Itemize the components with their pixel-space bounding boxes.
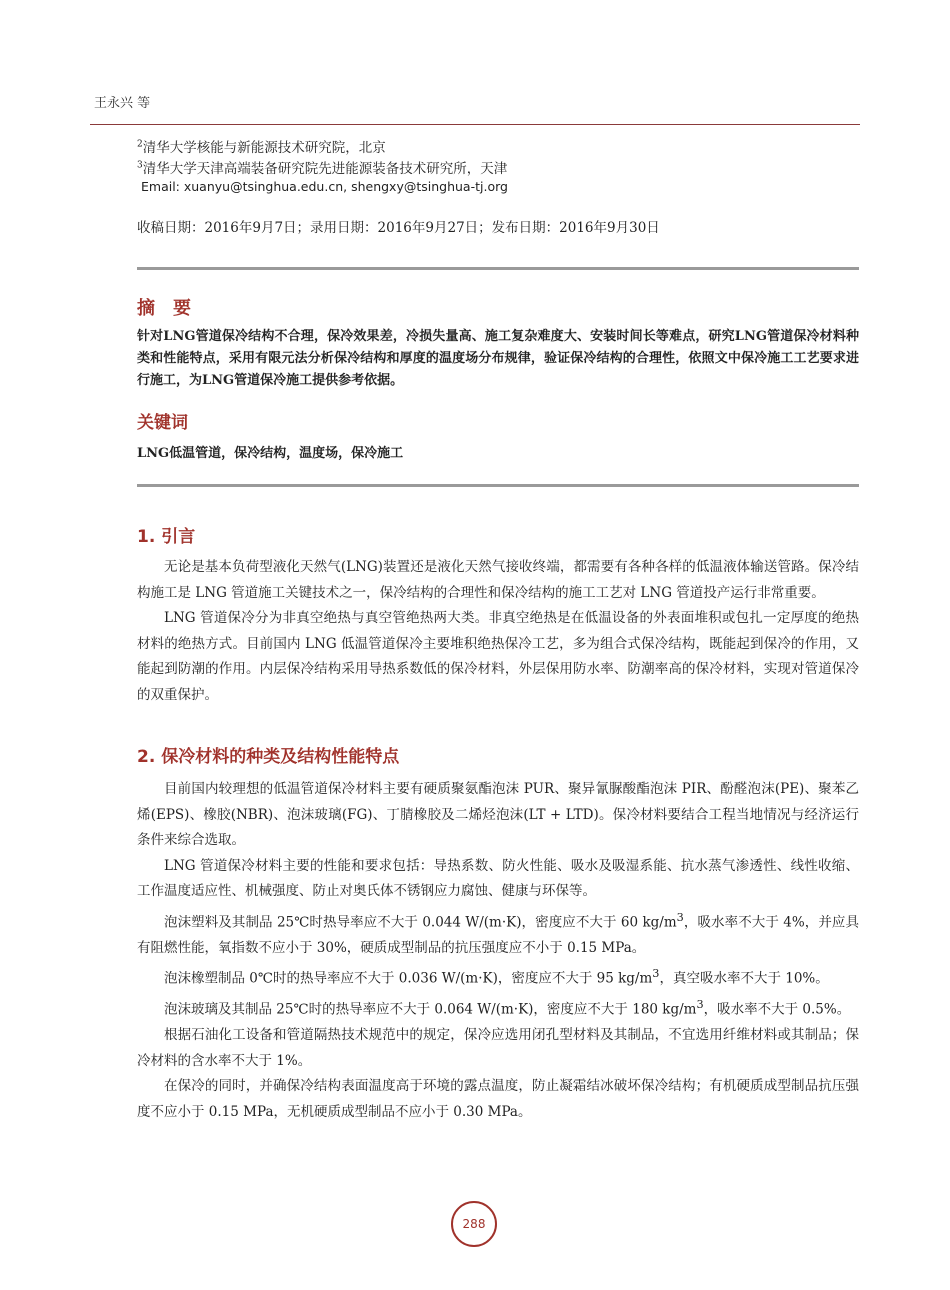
section-1-paragraph: 无论是基本负荷型液化天然气(LNG)装置还是液化天然气接收终端，都需要有各种各样的低温液体输送管路。保冷结构施工是 LNG 管道施工关键技术之一，保冷结构的合理性和保冷结构的施工工艺对 LNG 管道投产运行非常重要。	[137, 559, 859, 601]
publication-dates: 收稿日期：2016年9月7日；录用日期：2016年9月27日；发布日期：2016年9月30日	[137, 220, 660, 236]
section-1-paragraph: LNG 管道保冷分为非真空绝热与真空管绝热两大类。非真空绝热是在低温设备的外表面堆积或包扎一定厚度的绝热材料的绝热方式。目前国内 LNG 低温管道保冷主要堆积绝热保冷工艺，多为组合式保冷结构，既能起到保冷的作用，又能起到防潮的作用。内层保冷结构采用导热系数低的保冷材料，外层保用防水率、防潮率高的保冷材料，实现对管道保冷的双重保护。	[137, 610, 859, 703]
section-2-paragraph: 泡沫橡塑制品 0℃时的热导率应不大于 0.036 W/(m·K)，密度应不大于 95 $kg/m^3$，真空吸水率不大于 10%。	[164, 967, 829, 987]
abstract-text: 针对LNG管道保冷结构不合理，保冷效果差，冷损失量高、施工复杂难度大、安装时间长等难点，研究LNG管道保冷材料种类和性能特点，采用有限元法分析保冷结构和厚度的温度场分布规律，验证保冷结构的合理性，依照文中保冷施工工艺要求进行施工，为LNG管道保冷施工提供参考依据。	[137, 329, 859, 388]
affiliation-3: $^3$清华大学天津高端装备研究院先进能源装备技术研究所，天津	[137, 160, 508, 177]
keywords-heading: 关键词	[137, 413, 188, 433]
keywords-text: LNG低温管道，保冷结构，温度场，保冷施工	[137, 446, 404, 461]
section-2-paragraph: 泡沫玻璃及其制品 25℃时的热导率应不大于 0.064 W/(m·K)，密度应不大于 180 $kg/m^3$，吸水率不大于 0.5%。	[164, 998, 851, 1018]
section-2-paragraph: 根据石油化工设备和管道隔热技术规范中的规定，保冷应选用闭孔型材料及其制品，不宜选用纤维材料或其制品；保冷材料的含水率不大于 1%。	[137, 1027, 859, 1069]
abstract-top-rule	[137, 267, 859, 270]
section-2-paragraph: LNG 管道保冷材料主要的性能和要求包括：导热系数、防火性能、吸水及吸湿系能、抗水蒸气渗透性、线性收缩、工作温度适应性、机械强度、防止对奥氏体不锈钢应力腐蚀、健康与环保等。	[137, 857, 859, 899]
header-rule	[90, 124, 860, 125]
section-1-heading: 1. 引言	[137, 527, 196, 547]
abstract-heading: 摘 要	[137, 298, 191, 319]
page-number: 288	[451, 1201, 497, 1247]
section-1-body	[137, 555, 859, 708]
section-2-paragraph: 泡沫塑料及其制品 25℃时热导率应不大于 0.044 W/(m·K)，密度应不大于 60 $kg/m^3$，吸水率不大于 4%，并应具有阻燃性能，氧指数不应小于 30%，硬质成型制品的抗压强度应不小于 0.15 MPa。	[137, 910, 859, 956]
affiliation-2: $^2$清华大学核能与新能源技术研究院，北京	[137, 139, 386, 156]
section-2-paragraph: 在保冷的同时，并确保冷结构表面温度高于环境的露点温度，防止凝霜结冰破坏保冷结构；有机硬质成型制品抗压强度不应小于 0.15 MPa，无机硬质成型制品不应小于 0.30 MPa。	[137, 1078, 859, 1120]
section-2-heading: 2. 保冷材料的种类及结构性能特点	[137, 747, 400, 767]
section-2-paragraph: 目前国内较理想的低温管道保冷材料主要有硬质聚氨酯泡沫 PUR、聚异氰脲酸酯泡沫 PIR、酚醛泡沫(PE)、聚苯乙烯(EPS)、橡胶(NBR)、泡沫玻璃(FG)、丁腈橡胶及二烯烃泡沫(LT + LTD)。保冷材料要结合工程当地情况与经济运行条件来综合选取。	[137, 781, 859, 848]
running-header-author: 王永兴 等	[94, 96, 151, 111]
contact-email: Email: xuanyu@tsinghua.edu.cn, shengxy@tsinghua-tj.org	[141, 179, 508, 194]
section-2-body	[137, 777, 859, 1125]
abstract-bottom-rule	[137, 484, 859, 487]
